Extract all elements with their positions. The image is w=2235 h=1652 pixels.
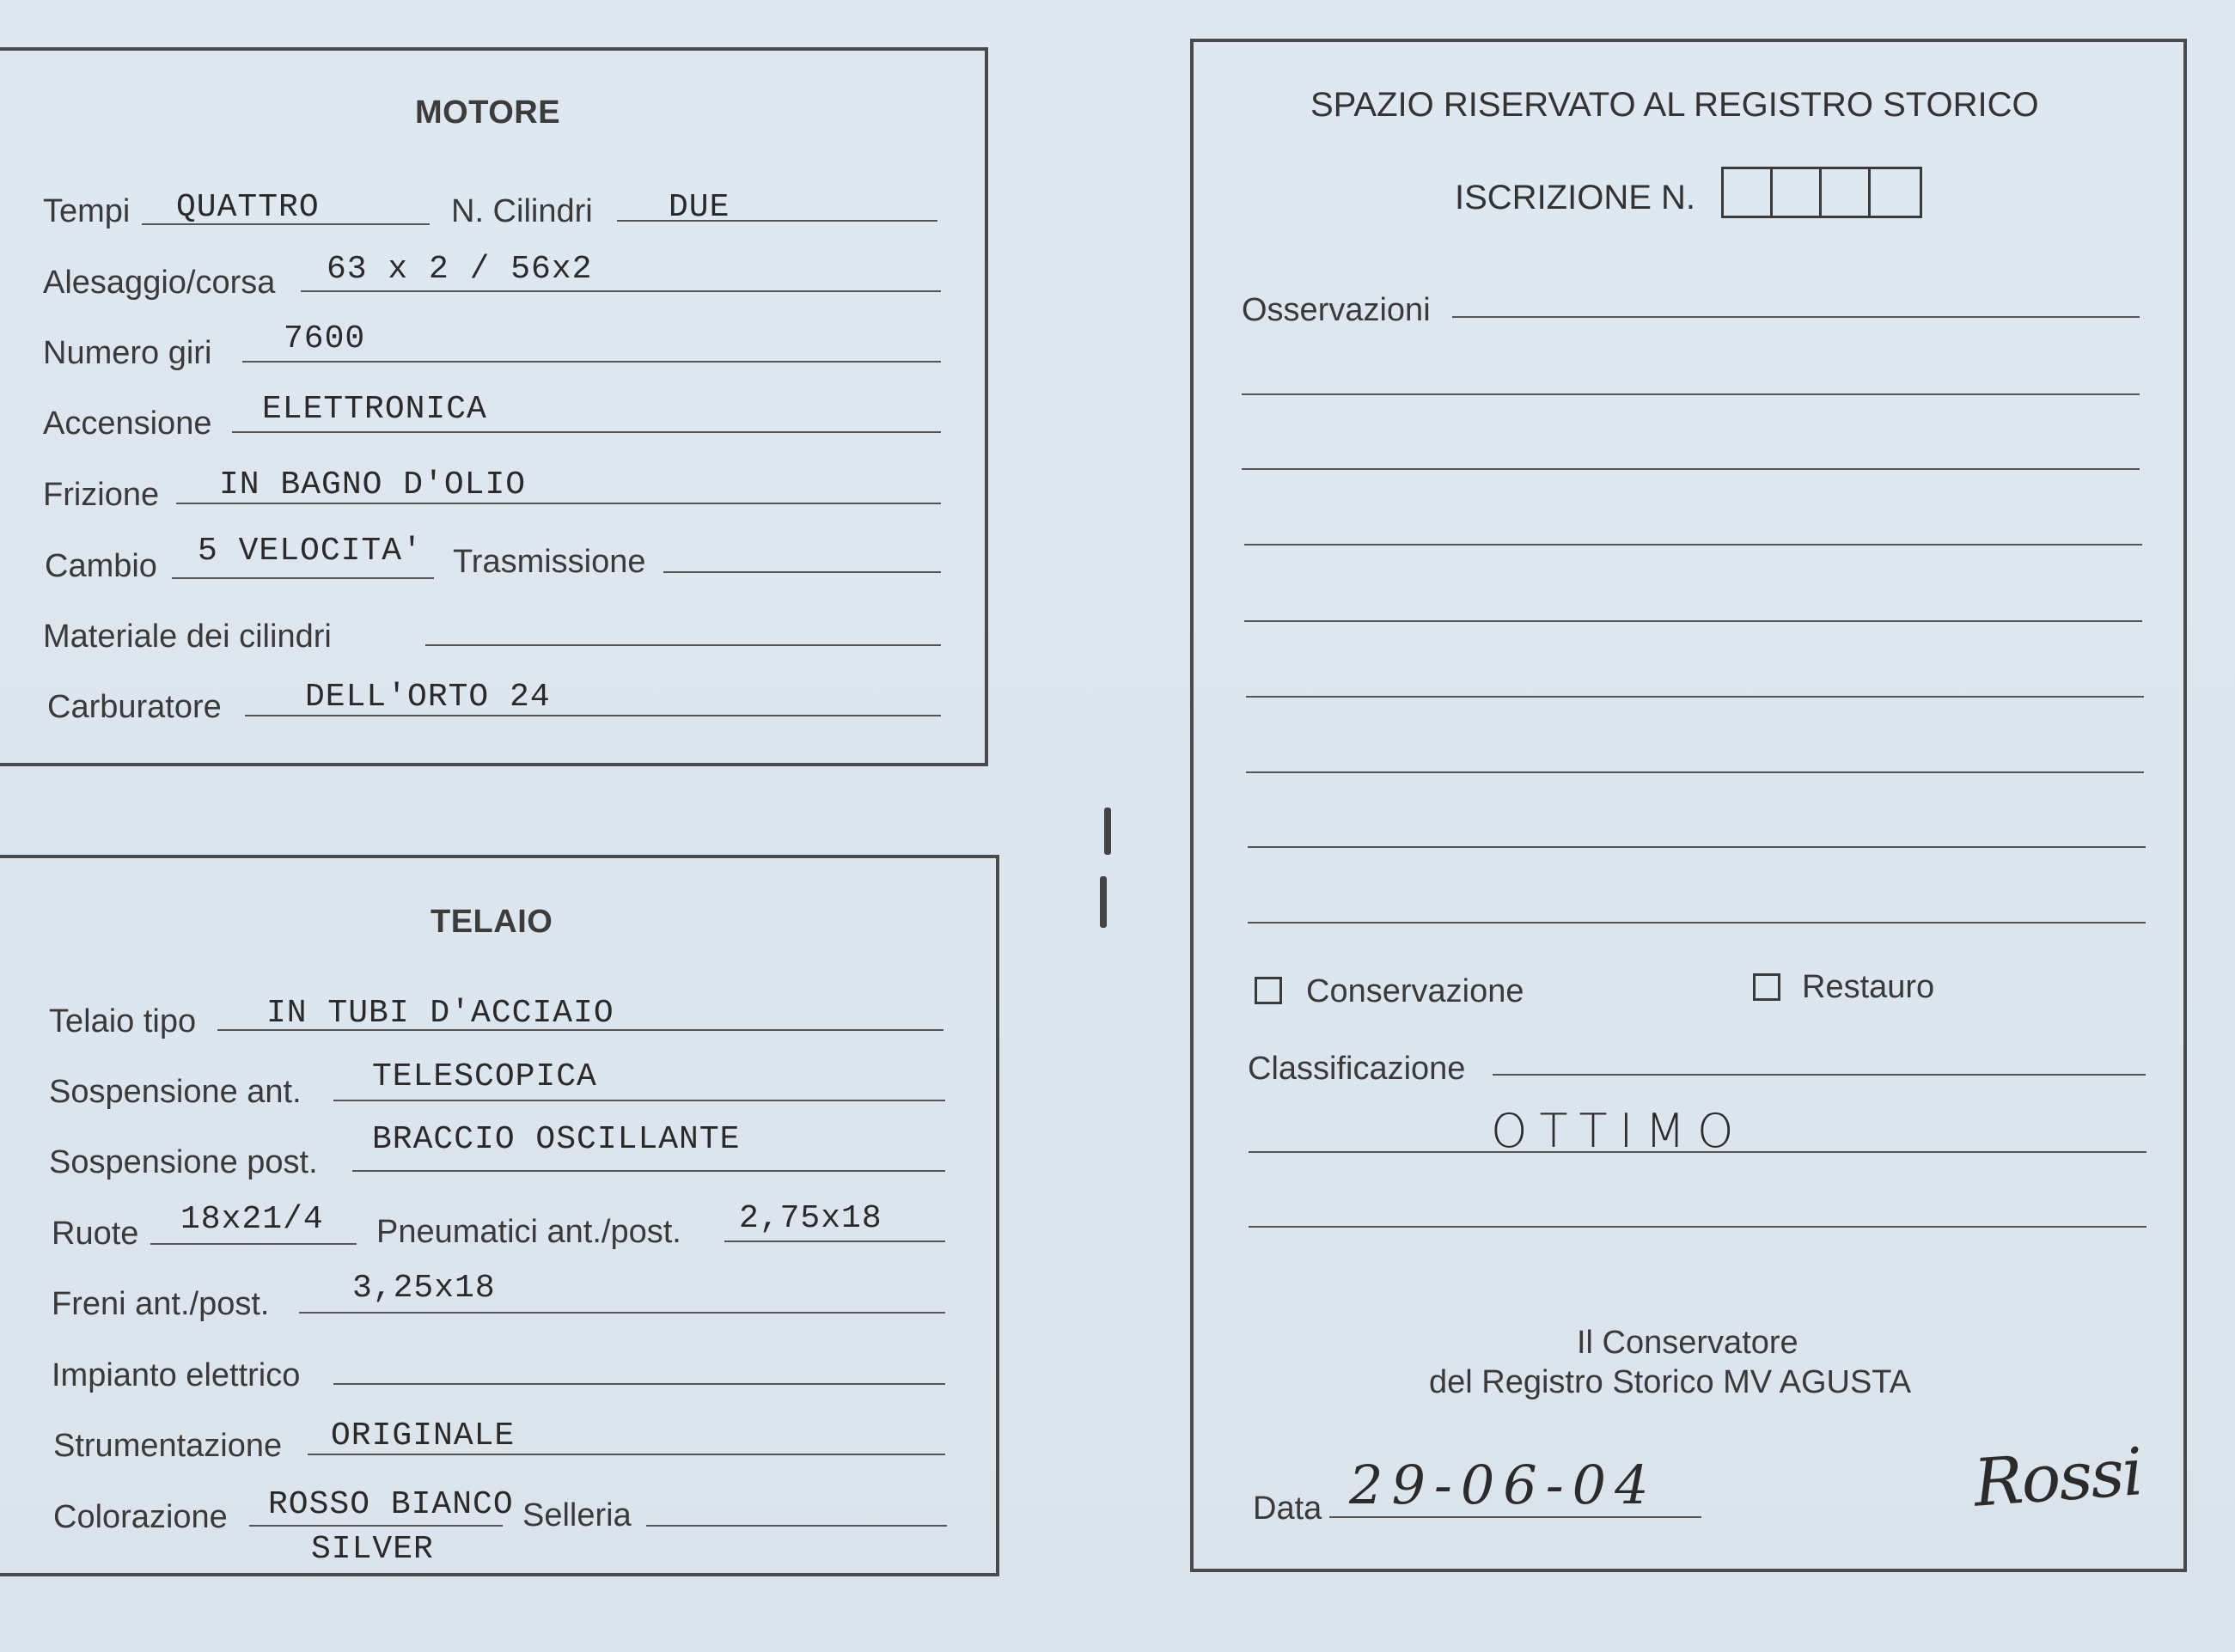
selleria-label: Selleria bbox=[522, 1497, 632, 1533]
classificazione-label: Classificazione bbox=[1248, 1051, 1466, 1087]
giri-line bbox=[242, 361, 941, 363]
sosp-ant-value: TELESCOPICA bbox=[372, 1058, 597, 1095]
osservazioni-label: Osservazioni bbox=[1242, 292, 1431, 328]
data-value: 29-06-04 bbox=[1349, 1454, 1658, 1516]
giri-value: 7600 bbox=[284, 320, 366, 357]
alesaggio-value: 63 x 2 / 56x2 bbox=[327, 251, 593, 288]
data-line bbox=[1329, 1516, 1701, 1518]
signature: Rossi bbox=[1971, 1433, 2145, 1521]
colorazione-value-1: ROSSO BIANCO bbox=[268, 1486, 514, 1523]
materiale-line bbox=[425, 644, 941, 646]
osservazioni-line-4 bbox=[1244, 620, 2142, 622]
sosp-post-label: Sospensione post. bbox=[49, 1144, 318, 1180]
pneumatici-label: Pneumatici ant./post. bbox=[376, 1214, 681, 1250]
strumentazione-label: Strumentazione bbox=[53, 1428, 283, 1464]
data-label: Data bbox=[1253, 1490, 1322, 1527]
cambio-line bbox=[172, 577, 434, 579]
telaio-tipo-value: IN TUBI D'ACCIAIO bbox=[266, 995, 614, 1032]
freni-value: 3,25x18 bbox=[352, 1270, 496, 1307]
colorazione-value-2: SILVER bbox=[311, 1531, 434, 1568]
classificazione-value: OTTIMO bbox=[1491, 1104, 1746, 1158]
giri-label: Numero giri bbox=[43, 335, 212, 371]
conservazione-checkbox[interactable] bbox=[1255, 977, 1282, 1004]
colorazione-label: Colorazione bbox=[53, 1499, 228, 1535]
osservazioni-line-5 bbox=[1246, 696, 2144, 698]
trasmissione-line bbox=[663, 571, 941, 573]
pneumatici-line bbox=[724, 1241, 945, 1242]
freni-line bbox=[299, 1312, 945, 1314]
conservatore-line2: del Registro Storico MV AGUSTA bbox=[1429, 1364, 1912, 1400]
freni-label: Freni ant./post. bbox=[52, 1286, 270, 1322]
registro-title: SPAZIO RISERVATO AL REGISTRO STORICO bbox=[1310, 86, 2039, 124]
materiale-label: Materiale dei cilindri bbox=[43, 619, 332, 655]
iscrizione-cell-1[interactable] bbox=[1721, 167, 1773, 218]
carburatore-value: DELL'ORTO 24 bbox=[305, 679, 551, 716]
staple-mark-top bbox=[1104, 808, 1111, 855]
iscrizione-label: ISCRIZIONE N. bbox=[1455, 179, 1696, 216]
ruote-label: Ruote bbox=[52, 1216, 139, 1252]
conservatore-line1: Il Conservatore bbox=[1577, 1325, 1798, 1361]
tempi-value: QUATTRO bbox=[176, 189, 320, 226]
frizione-label: Frizione bbox=[43, 477, 160, 513]
carburatore-label: Carburatore bbox=[47, 689, 222, 725]
accensione-line bbox=[232, 431, 941, 433]
impianto-label: Impianto elettrico bbox=[52, 1357, 301, 1393]
osservazioni-line-3 bbox=[1244, 544, 2142, 546]
restauro-label: Restauro bbox=[1802, 969, 1935, 1005]
strumentazione-value: ORIGINALE bbox=[331, 1417, 516, 1454]
restauro-checkbox[interactable] bbox=[1753, 973, 1780, 1001]
cilindri-line bbox=[617, 220, 937, 222]
tempi-label: Tempi bbox=[43, 193, 131, 229]
classificazione-line-3 bbox=[1249, 1226, 2146, 1228]
frizione-value: IN BAGNO D'OLIO bbox=[219, 466, 527, 503]
motore-title: MOTORE bbox=[415, 94, 561, 131]
impianto-line bbox=[333, 1383, 945, 1385]
osservazioni-line-0 bbox=[1452, 316, 2140, 318]
sosp-ant-line bbox=[333, 1100, 945, 1101]
classificazione-line-2 bbox=[1249, 1151, 2146, 1153]
alesaggio-line bbox=[301, 290, 941, 292]
cilindri-value: DUE bbox=[669, 189, 730, 226]
pneumatici-value: 2,75x18 bbox=[739, 1200, 882, 1237]
telaio-title: TELAIO bbox=[431, 904, 553, 940]
sosp-post-value: BRACCIO OSCILLANTE bbox=[372, 1121, 741, 1158]
osservazioni-line-2 bbox=[1242, 468, 2140, 470]
osservazioni-line-8 bbox=[1248, 922, 2146, 924]
cilindri-label: N. Cilindri bbox=[451, 193, 593, 229]
iscrizione-cell-4[interactable] bbox=[1868, 167, 1922, 218]
alesaggio-label: Alesaggio/corsa bbox=[43, 265, 276, 301]
sosp-post-line bbox=[352, 1170, 945, 1172]
trasmissione-label: Trasmissione bbox=[453, 544, 646, 580]
osservazioni-line-7 bbox=[1248, 846, 2146, 848]
iscrizione-cell-3[interactable] bbox=[1819, 167, 1871, 218]
accensione-value: ELETTRONICA bbox=[262, 391, 487, 428]
osservazioni-line-6 bbox=[1246, 771, 2144, 773]
iscrizione-cell-2[interactable] bbox=[1770, 167, 1822, 218]
classificazione-line bbox=[1493, 1074, 2146, 1076]
selleria-line bbox=[646, 1525, 947, 1527]
accensione-label: Accensione bbox=[43, 405, 212, 442]
cambio-value: 5 VELOCITA' bbox=[198, 533, 423, 570]
ruote-line bbox=[150, 1243, 357, 1245]
osservazioni-line-1 bbox=[1242, 393, 2140, 395]
conservazione-label: Conservazione bbox=[1306, 973, 1524, 1009]
ruote-value: 18x21/4 bbox=[180, 1201, 324, 1238]
colorazione-line bbox=[249, 1525, 503, 1527]
sosp-ant-label: Sospensione ant. bbox=[49, 1074, 302, 1110]
cambio-label: Cambio bbox=[45, 548, 157, 584]
telaio-tipo-label: Telaio tipo bbox=[49, 1003, 197, 1039]
staple-mark-bottom bbox=[1100, 876, 1107, 928]
